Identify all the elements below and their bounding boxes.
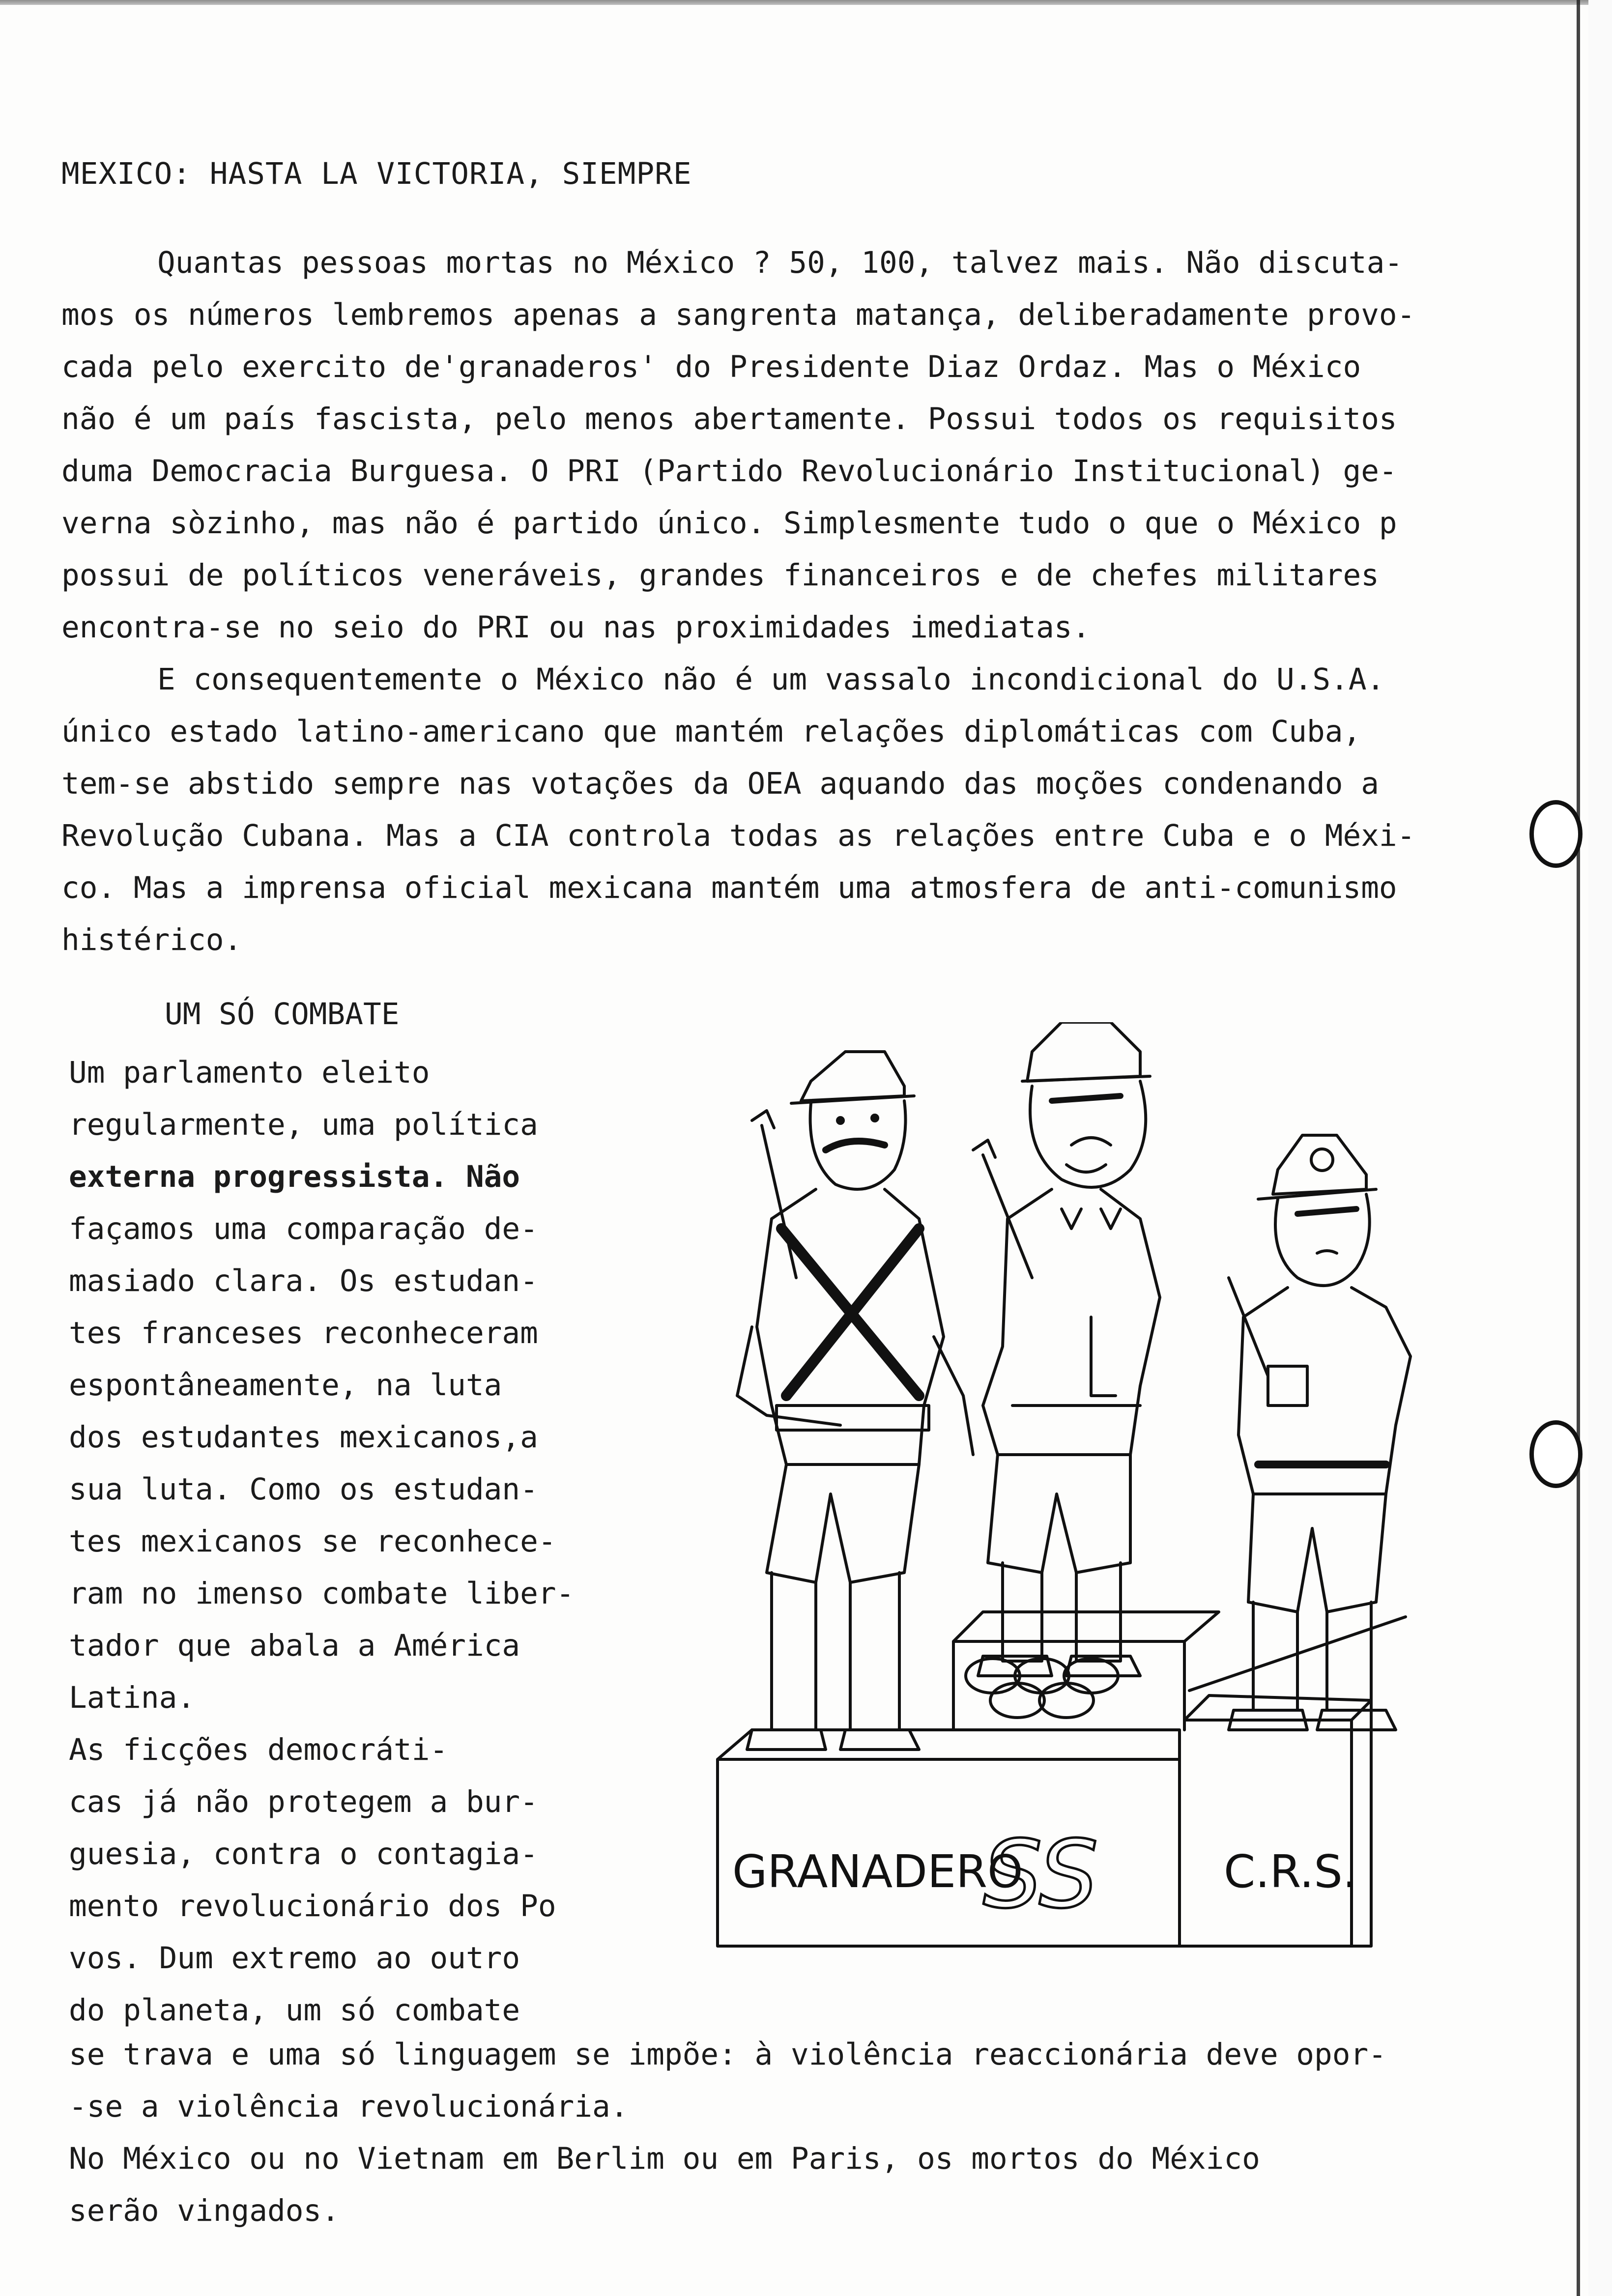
text-line: tes franceses reconheceram bbox=[69, 1316, 538, 1350]
text-line: cas já não protegem a bur- bbox=[69, 1784, 538, 1819]
text-line: sua luta. Como os estudan- bbox=[69, 1472, 538, 1507]
podium-label-ss: SS bbox=[983, 1820, 1098, 1929]
text-line: No México ou no Vietnam em Berlim ou em Paris, os mortos do México bbox=[69, 2141, 1260, 2176]
text-line: único estado latino-americano que mantém relações diplomáticas com Cuba, bbox=[61, 714, 1361, 749]
text-line: vos. Dum extremo ao outro bbox=[69, 1941, 520, 1976]
page-margin bbox=[1588, 0, 1612, 2296]
text-line: Latina. bbox=[69, 1680, 196, 1715]
text-line: verna sòzinho, mas não é partido único. Simplesmente tudo o que o México p bbox=[61, 506, 1397, 541]
text-line: se trava e uma só linguagem se impõe: à violência reaccionária deve opor- bbox=[69, 2037, 1386, 2072]
text-line: façamos uma comparação de- bbox=[69, 1211, 538, 1246]
text-line: mos os números lembremos apenas a sangrenta matança, deliberadamente provo- bbox=[61, 297, 1415, 332]
olympic-rings bbox=[966, 1659, 1118, 1718]
podium-label-crs: C.R.S. bbox=[1224, 1845, 1357, 1898]
text-line: guesia, contra o contagia- bbox=[69, 1837, 538, 1871]
text-line: cada pelo exercito de'granaderos' do Presidente Diaz Ordaz. Mas o México bbox=[61, 349, 1361, 384]
text-line: tes mexicanos se reconhece- bbox=[69, 1524, 556, 1559]
second-paragraph bbox=[61, 654, 1541, 966]
text-line: Um parlamento eleito bbox=[69, 1055, 430, 1090]
punch-hole-bottom bbox=[1529, 1420, 1583, 1488]
text-line: regularmente, uma política bbox=[69, 1107, 538, 1142]
text-line: externa progressista. Não bbox=[69, 1159, 520, 1194]
text-line: possui de políticos veneráveis, grandes financeiros e de chefes militares bbox=[61, 558, 1379, 593]
text-line: masiado clara. Os estudan- bbox=[69, 1263, 538, 1298]
text-line: dos estudantes mexicanos,a bbox=[69, 1420, 538, 1455]
text-line: tador que abala a América bbox=[69, 1628, 520, 1663]
text-line: Quantas pessoas mortas no México ? 50, 100, talvez mais. Não discuta- bbox=[157, 245, 1403, 280]
text-line: ram no imenso combate liber- bbox=[69, 1576, 575, 1611]
text-line: do planeta, um só combate bbox=[69, 1993, 520, 2028]
text-line: duma Democracia Burguesa. O PRI (Partido Revolucionário Institucional) ge- bbox=[61, 454, 1397, 488]
text-line: As ficções democráti- bbox=[69, 1732, 448, 1767]
text-line: co. Mas a imprensa oficial mexicana mantém uma atmosfera de anti-comunismo bbox=[61, 870, 1397, 905]
document-title: MEXICO: HASTA LA VICTORIA, SIEMPRE bbox=[61, 156, 692, 191]
cartoon-svg bbox=[688, 1022, 1504, 1966]
text-line: -se a violência revolucionária. bbox=[69, 2089, 629, 2124]
closing-text bbox=[69, 2029, 1386, 2237]
top-edge-line bbox=[0, 0, 1612, 5]
page-edge-line bbox=[1577, 0, 1580, 2296]
text-line: E consequentemente o México não é um vassalo incondicional do U.S.A. bbox=[157, 662, 1385, 697]
section-heading: UM SÓ COMBATE bbox=[165, 997, 400, 1032]
cartoon-illustration bbox=[688, 1022, 1504, 1966]
text-line: espontâneamente, na luta bbox=[69, 1368, 502, 1403]
intro-paragraph bbox=[61, 237, 1541, 654]
text-line: tem-se abstido sempre nas votações da OEA aquando das moções condenando a bbox=[61, 766, 1379, 801]
podium-label-granadero: GRANADERO bbox=[732, 1845, 1023, 1898]
text-line: serão vingados. bbox=[69, 2193, 340, 2228]
column-text bbox=[69, 1047, 629, 2037]
crs-figure bbox=[1189, 1135, 1410, 1730]
ss-figure bbox=[973, 1022, 1160, 1676]
text-line: não é um país fascista, pelo menos abertamente. Possui todos os requisitos bbox=[61, 402, 1397, 436]
granadero-figure bbox=[737, 1052, 973, 1750]
text-line: histérico. bbox=[61, 922, 242, 957]
text-line: Revolução Cubana. Mas a CIA controla todas as relações entre Cuba e o Méxi- bbox=[61, 818, 1415, 853]
text-line: encontra-se no seio do PRI ou nas proximidades imediatas. bbox=[61, 610, 1091, 645]
text-line: mento revolucionário dos Po bbox=[69, 1889, 556, 1923]
